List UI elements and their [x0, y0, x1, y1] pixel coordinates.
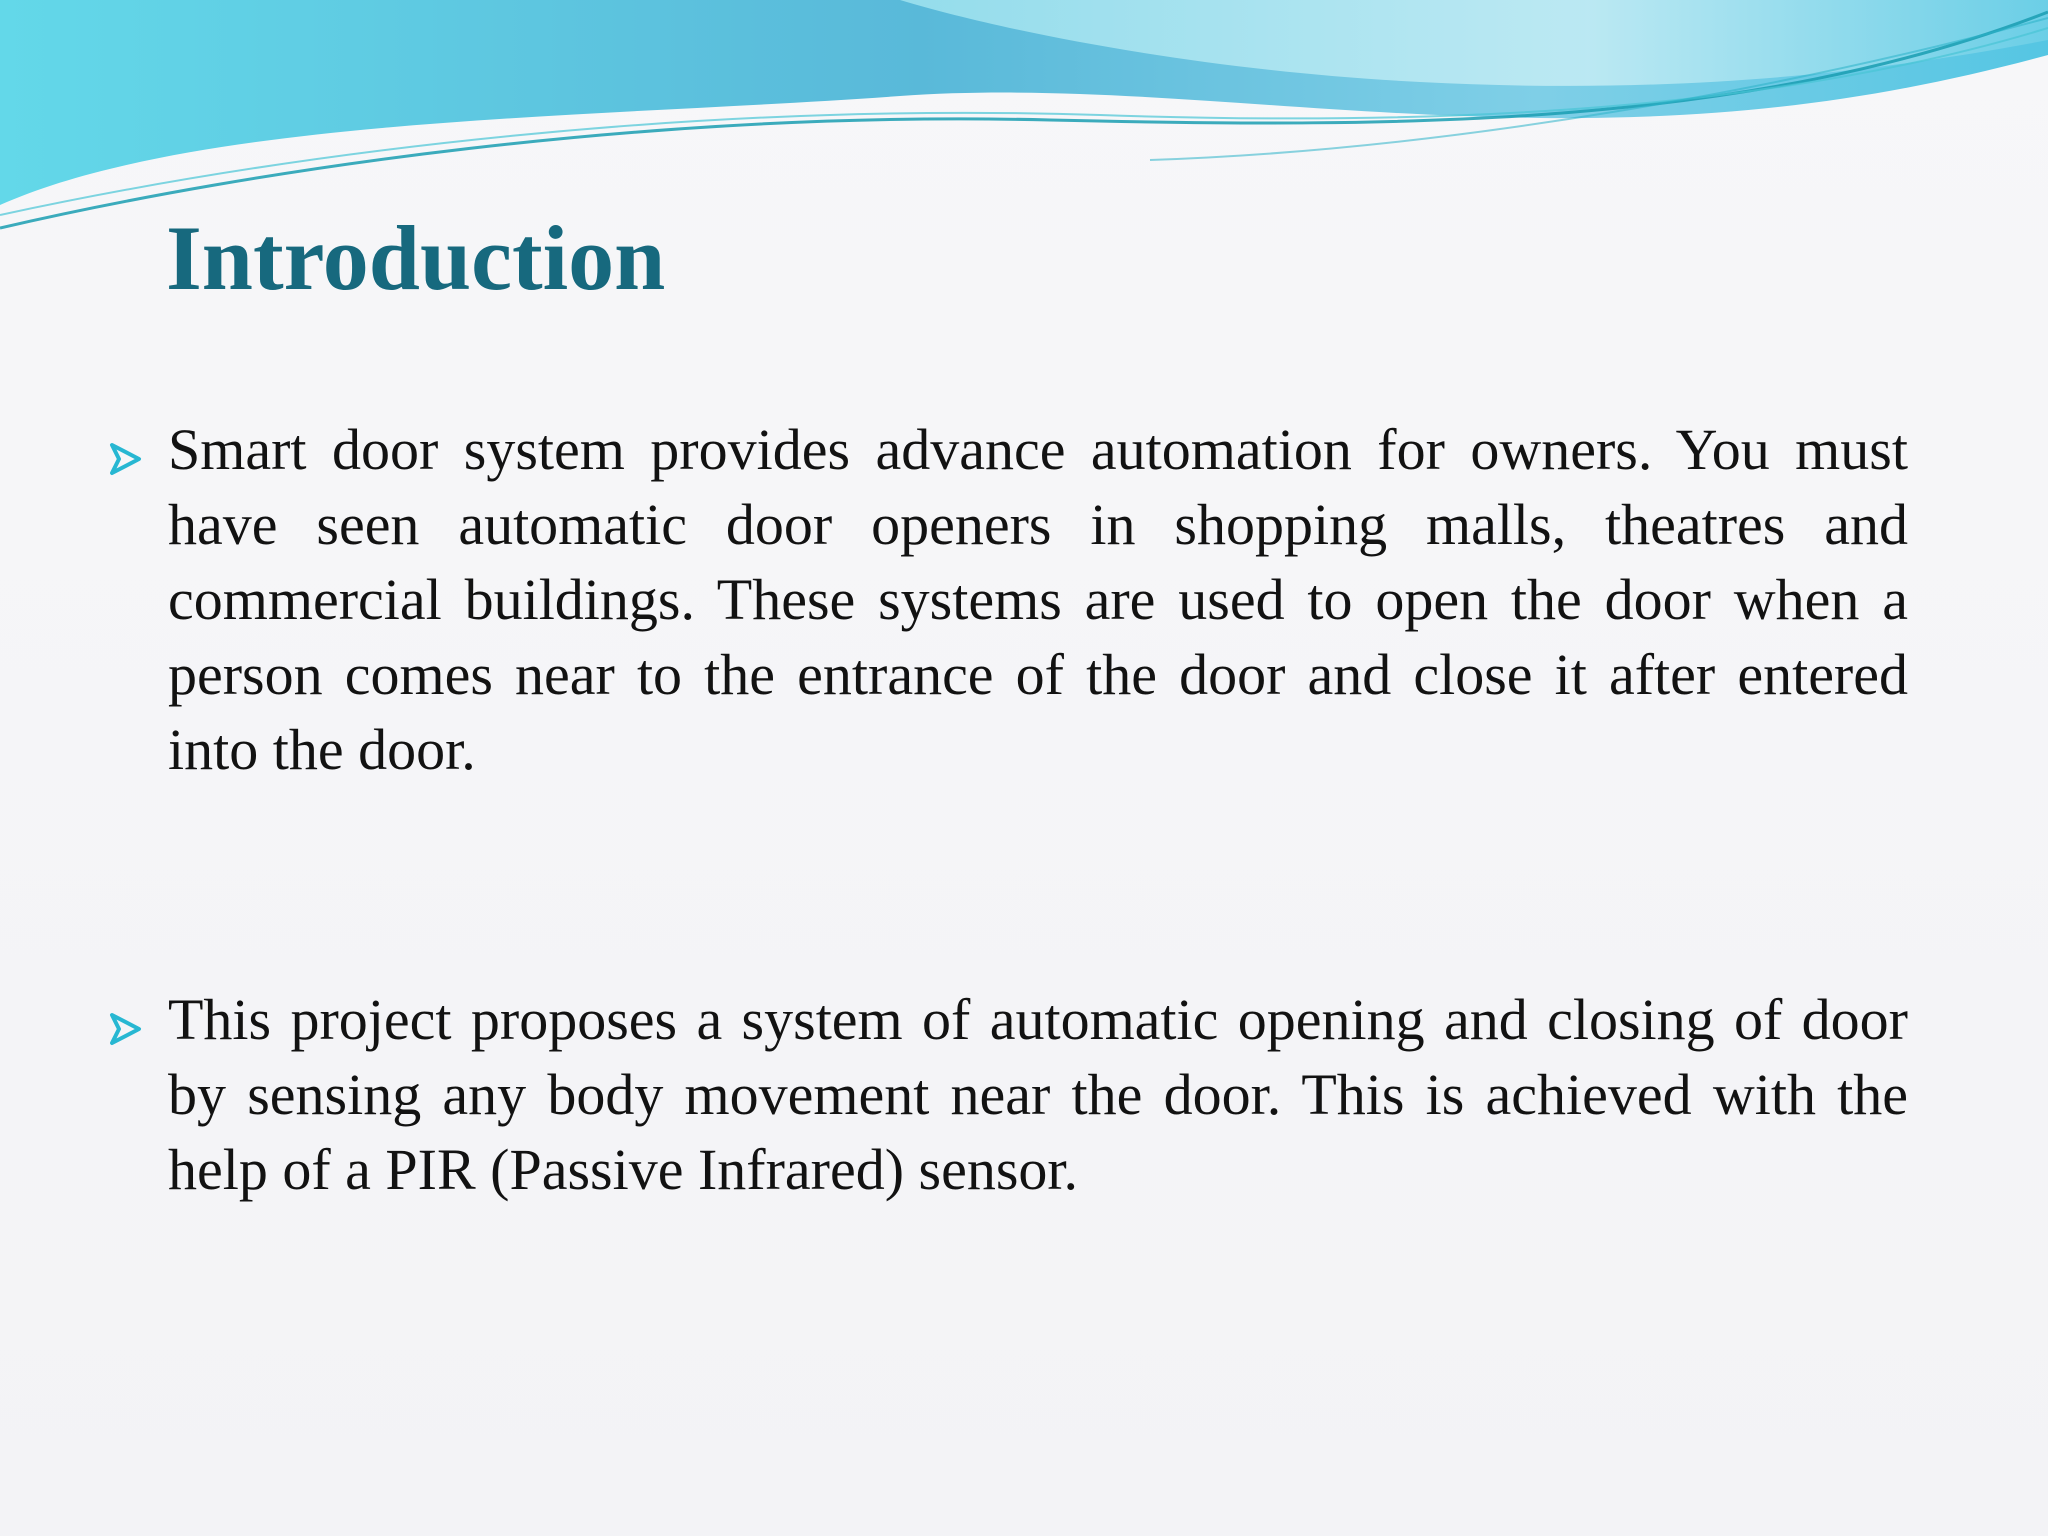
header-wave-decoration — [0, 0, 2048, 240]
bullet-item — [106, 982, 1908, 1207]
slide-title: Introduction — [166, 207, 666, 309]
arrow-bullet-icon — [106, 440, 144, 478]
arrow-bullet-icon — [106, 1010, 144, 1048]
bullet-text: This project proposes a system of automatic opening and closing of door by sensing any body movement near the door. This is achieved with the help of a PIR (Passive Infrared) sensor. — [168, 987, 1908, 1202]
bullet-text: Smart door system provides advance automation for owners. You must have seen automatic door openers in shopping malls, theatres and commercial buildings. These systems are used to open the door when a person comes near to the entrance of the door and close it after entered into the door. — [168, 417, 1908, 782]
bullet-item — [106, 412, 1908, 787]
